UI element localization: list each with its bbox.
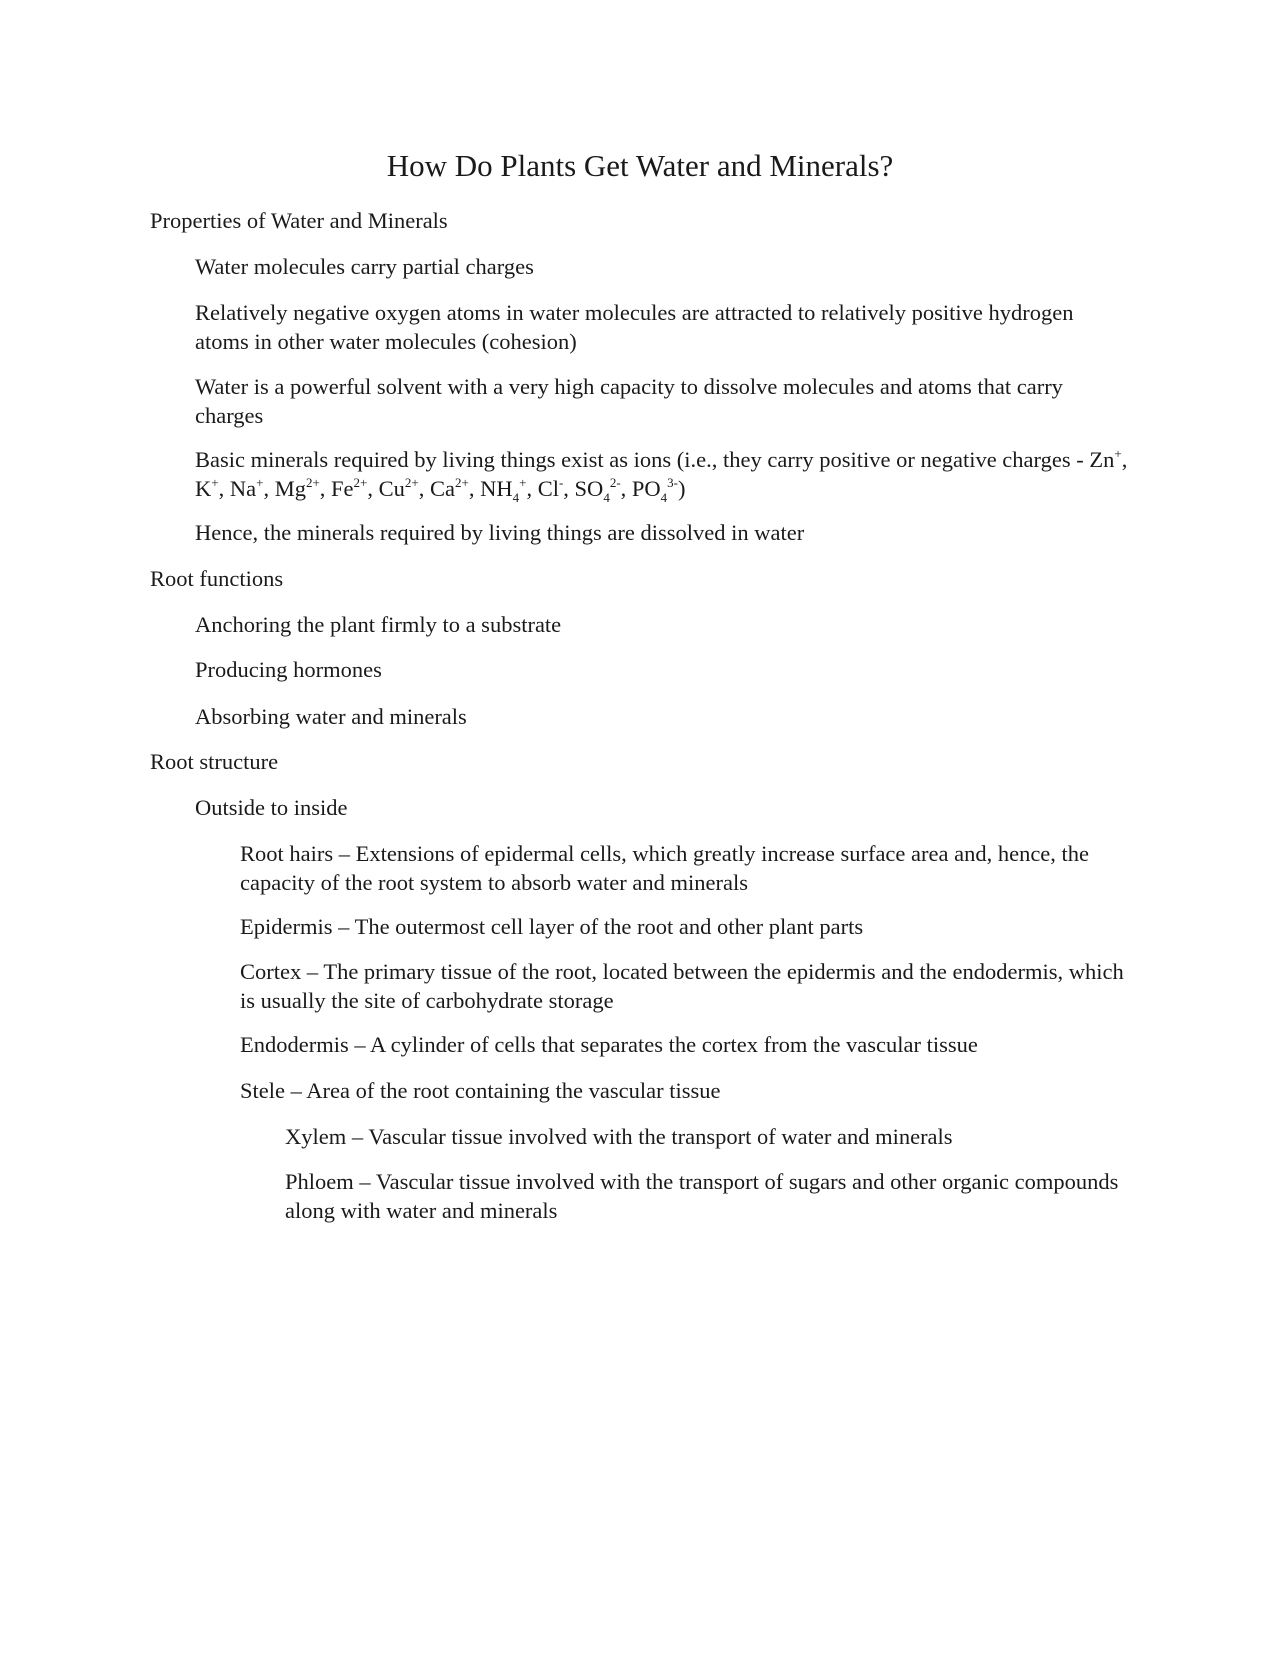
outline-item: Phloem – Vascular tissue involved with the transport of sugars and other organic compounds along with water and minerals <box>285 1169 1119 1223</box>
outline-item: Water molecules carry partial charges <box>195 254 534 279</box>
ions-close: ) <box>678 476 686 501</box>
section-heading-structure: Root structure <box>150 749 279 774</box>
outline-item: Root hairs – Extensions of epidermal cells, which greatly increase surface area and, hence, the capacity of the root system to absorb water and minerals <box>240 841 1090 895</box>
outline-item-ions: Basic minerals required by living things exist as ions (i.e., they carry positive or negative charges - Zn+, K+, Na+, $Mg^{2+}$, $Fe^{2+}$, $Cu^{2+}$, $Ca^{2+}$, $NH_4^+$, Cl-, $SO_4^{2-}$, $PO_4^{3-}$) <box>195 445 1128 505</box>
outline-item: Cortex – The primary tissue of the root, located between the epidermis and the endodermis, which is usually the site of carbohydrate storage <box>240 959 1124 1013</box>
outline-item: Relatively negative oxygen atoms in water molecules are attracted to relatively positive hydrogen atoms in other water molecules (cohesion) <box>195 300 1074 354</box>
section-heading-functions: Root functions <box>150 566 284 591</box>
outline-item: Producing hormones <box>195 657 382 682</box>
ions-intro: Basic minerals required by living things exist as ions (i.e., they carry positive or negative charges - <box>195 447 1090 472</box>
outline-item: Absorbing water and minerals <box>195 704 467 729</box>
section-heading-properties: Properties of Water and Minerals <box>150 208 448 233</box>
outline-item: Water is a powerful solvent with a very high capacity to dissolve molecules and atoms that carry charges <box>195 374 1063 428</box>
outline-item: Anchoring the plant firmly to a substrate <box>195 612 562 637</box>
outline-item: Endodermis – A cylinder of cells that separates the cortex from the vascular tissue <box>240 1032 978 1057</box>
outline-item: Stele – Area of the root containing the vascular tissue <box>240 1078 721 1103</box>
page-title: How Do Plants Get Water and Minerals? <box>386 148 894 183</box>
outline-subheading: Outside to inside <box>195 795 348 820</box>
outline-item: Epidermis – The outermost cell layer of the root and other plant parts <box>240 914 864 939</box>
outline-item: Xylem – Vascular tissue involved with the transport of water and minerals <box>285 1124 953 1149</box>
outline-item: Hence, the minerals required by living things are dissolved in water <box>195 520 805 545</box>
